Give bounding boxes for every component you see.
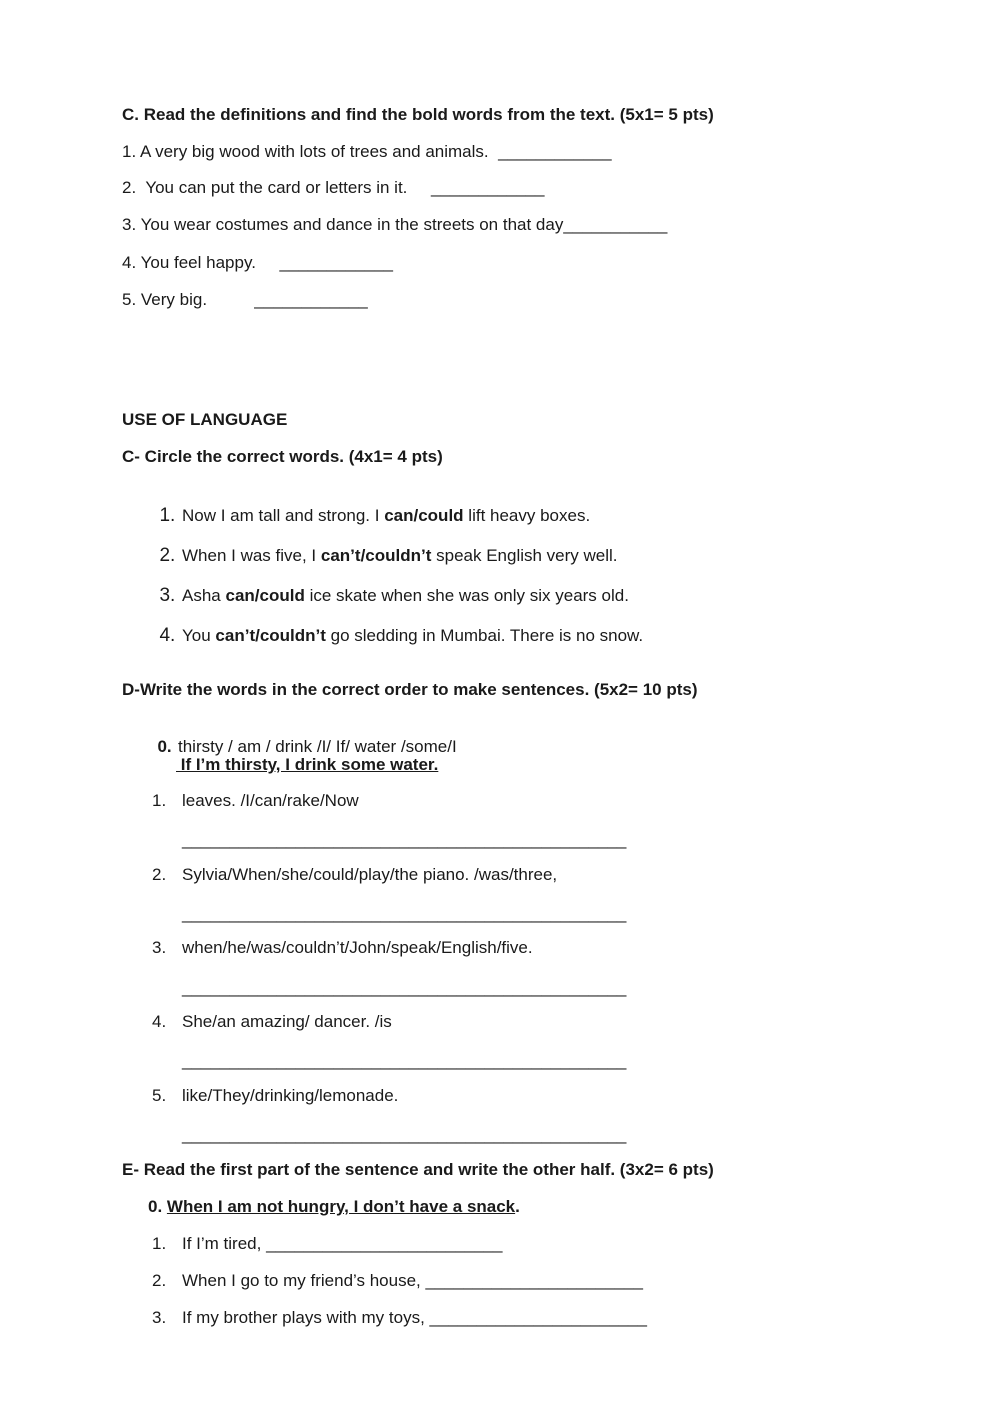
complete-example	[148, 1197, 520, 1217]
item-number: 4.	[152, 1012, 167, 1031]
definition-item-5: 5. Very big. ____________	[122, 290, 368, 309]
circle-item-text: You	[182, 626, 216, 645]
item-number: 3.	[152, 938, 167, 957]
circle-words-heading: C- Circle the correct words. (4x1= 4 pts)	[122, 447, 443, 466]
word-order-item-1	[152, 791, 359, 811]
circle-item-text: lift heavy boxes.	[463, 506, 591, 525]
item-number: 1.	[152, 791, 167, 810]
item-number: 5.	[152, 1086, 167, 1105]
circle-item-text: ice skate when she was only six years old.	[304, 586, 629, 605]
word-order-item-4	[152, 1012, 392, 1032]
circle-item-text: Asha	[182, 586, 226, 605]
definitions-heading: C. Read the definitions and find the bold words from the text. (5x1= 5 pts)	[122, 105, 714, 124]
circle-item-3	[150, 566, 629, 606]
item-words: when/he/was/couldn’t/John/speak/English/five.	[182, 938, 533, 957]
definition-item-2: 2. You can put the card or letters in it. ____________	[122, 178, 545, 197]
word-order-item-3	[152, 938, 533, 958]
item-number: 3.	[152, 1308, 167, 1327]
definition-item-4: 4. You feel happy. ____________	[122, 253, 393, 272]
complete-sentence-heading: E- Read the first part of the sentence and write the other half. (3x2= 6 pts)	[122, 1160, 714, 1179]
circle-item-text: speak English very well.	[431, 546, 618, 565]
circle-item-choice: can’t/couldn’t	[215, 626, 326, 645]
use-of-language-title: USE OF LANGUAGE	[122, 410, 288, 429]
complete-item-1	[152, 1234, 503, 1254]
answer-line-5[interactable]: _______________________________________________	[182, 1125, 627, 1144]
circle-item-4	[150, 606, 644, 646]
circle-item-choice: can’t/couldn’t	[320, 546, 432, 565]
item-number: 1.	[152, 1234, 167, 1253]
circle-item-number: 2.	[159, 545, 176, 566]
item-words: Sylvia/When/she/could/play/the piano. /was/three,	[182, 865, 558, 884]
circle-item-text: When I was five, I	[182, 546, 321, 565]
word-order-heading: D-Write the words in the correct order to make sentences. (5x2= 10 pts)	[122, 680, 698, 699]
circle-item-1	[150, 486, 591, 526]
item-words: She/an amazing/ dancer. /is	[182, 1012, 392, 1031]
item-number: 2.	[152, 1271, 167, 1290]
word-order-example	[148, 717, 457, 757]
example-number: 0.	[148, 1197, 167, 1216]
word-order-item-5	[152, 1086, 399, 1106]
definition-item-3: 3. You wear costumes and dance in the streets on that day___________	[122, 215, 668, 234]
circle-item-choice: can/could	[384, 506, 464, 525]
item-text[interactable]: When I go to my friend’s house, _______________________	[182, 1271, 643, 1290]
item-text[interactable]: If my brother plays with my toys, _______________________	[182, 1308, 647, 1327]
complete-item-2	[152, 1271, 643, 1291]
circle-item-2	[150, 526, 618, 566]
example-answer: When I am not hungry, I don’t have a snack	[166, 1197, 516, 1216]
definition-item-1: 1. A very big wood with lots of trees and animals. ____________	[122, 142, 612, 161]
circle-item-number: 4.	[159, 625, 176, 646]
complete-item-3	[152, 1308, 647, 1328]
circle-item-number: 3.	[159, 585, 176, 606]
circle-item-text: go sledding in Mumbai. There is no snow.	[325, 626, 644, 645]
example-period: .	[515, 1197, 520, 1216]
word-order-item-2	[152, 865, 558, 885]
example-number: 0.	[157, 737, 172, 756]
example-answer: If I’m thirsty, I drink some water.	[176, 755, 439, 774]
circle-item-choice: can/could	[225, 586, 305, 605]
answer-line-2[interactable]: _______________________________________________	[182, 904, 627, 923]
answer-line-4[interactable]: _______________________________________________	[182, 1051, 627, 1070]
item-number: 2.	[152, 865, 167, 884]
item-words: like/They/drinking/lemonade.	[182, 1086, 399, 1105]
answer-line-3[interactable]: _______________________________________________	[182, 978, 627, 997]
circle-item-text: Now I am tall and strong. I	[182, 506, 385, 525]
example-words: thirsty / am / drink /I/ If/ water /some/I	[178, 737, 457, 756]
circle-item-number: 1.	[159, 505, 176, 526]
item-text[interactable]: If I’m tired, _________________________	[182, 1234, 503, 1253]
item-words: leaves. /I/can/rake/Now	[182, 791, 359, 810]
answer-line-1[interactable]: _______________________________________________	[182, 830, 627, 849]
